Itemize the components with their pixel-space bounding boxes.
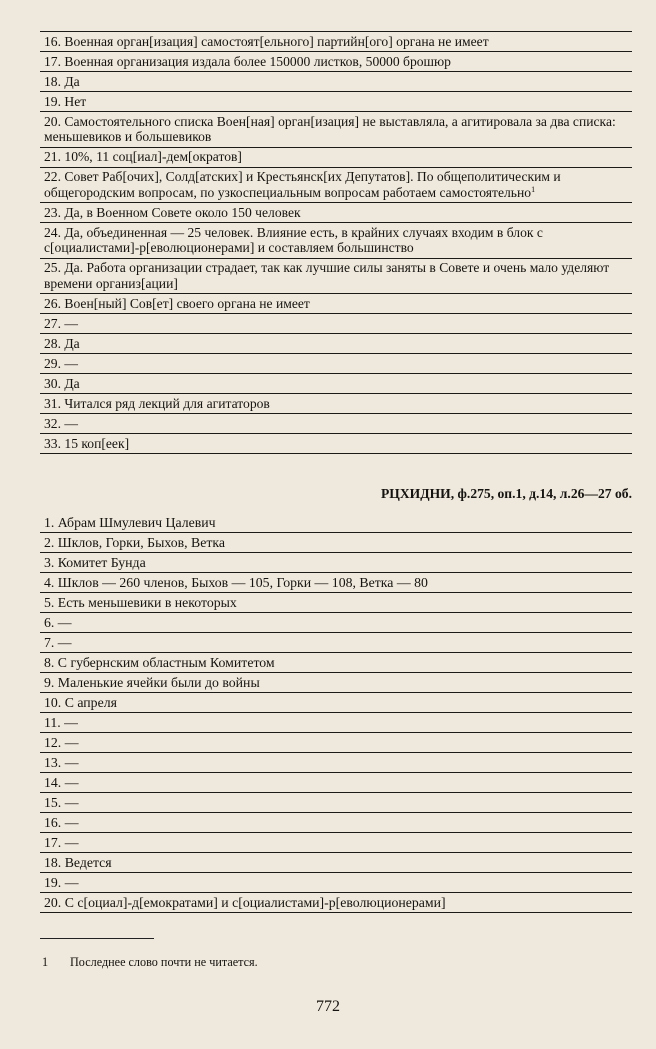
answer-row: 11. — [40, 713, 632, 733]
answer-row: 10. С апреля [40, 693, 632, 713]
archive-source-reference: РЦХИДНИ, ф.275, оп.1, д.14, л.26—27 об. [380, 486, 632, 501]
answer-row: 32. — [40, 414, 632, 434]
answer-row: 4. Шклов — 260 членов, Быхов — 105, Горки — 108, Ветка — 80 [40, 573, 632, 593]
answer-row: 8. С губернским областным Комитетом [40, 653, 632, 673]
questionnaire-answers-1 [40, 31, 632, 454]
answer-row: 16. — [40, 813, 632, 833]
answer-row: 20. Самостоятельного списка Воен[ная] орган[изация] не выставляла, а агитировала за два списка: меньшевиков и большевиков [40, 112, 632, 148]
answer-row: 19. Нет [40, 92, 632, 112]
footnote-mark: 1 [531, 184, 536, 194]
answer-row: 33. 15 коп[еек] [40, 434, 632, 454]
answer-row: 5. Есть меньшевики в некоторых [40, 593, 632, 613]
answer-row: 24. Да, объединенная — 25 человек. Влияние есть, в крайних случаях входим в блок с с[оциалистами]-р[еволюционерами] и составляем большинство [40, 223, 632, 259]
answer-row: 27. — [40, 314, 632, 334]
answer-row: 13. — [40, 753, 632, 773]
answer-row: 31. Читался ряд лекций для агитаторов [40, 394, 632, 414]
answer-row: 15. — [40, 793, 632, 813]
answer-row: 9. Маленькие ячейки были до войны [40, 673, 632, 693]
answer-row: 23. Да, в Военном Совете около 150 человек [40, 203, 632, 223]
answer-row: 18. Да [40, 72, 632, 92]
answer-row: 17. Военная организация издала более 150000 листков, 50000 брошюр [40, 52, 632, 72]
answer-row: 28. Да [40, 334, 632, 354]
footnote-divider [40, 938, 154, 939]
footnote [40, 955, 258, 970]
answer-row: 3. Комитет Бунда [40, 553, 632, 573]
answer-row: 20. С с[оциал]-д[емократами] и с[оциалистами]-р[еволюционерами] [40, 893, 632, 913]
footnote-text: Последнее слово почти не читается. [70, 955, 258, 969]
answer-row: 7. — [40, 633, 632, 653]
answer-row: 18. Ведется [40, 853, 632, 873]
answer-row: 16. Военная орган[изация] самостоят[ельного] партийн[ого] органа не имеет [40, 31, 632, 52]
answer-row: 30. Да [40, 374, 632, 394]
answer-row [40, 168, 632, 204]
answer-row: 12. — [40, 733, 632, 753]
answer-text: 22. Совет Раб[очих], Солд[атских] и Крестьянск[их Депутатов]. По общеполитическим и общегородским вопросам, по узкоспециальным вопросам работаем самостоятельно [44, 169, 561, 200]
answer-row: 26. Воен[ный] Сов[ет] своего органа не имеет [40, 294, 632, 314]
answer-row: 6. — [40, 613, 632, 633]
answer-row: 29. — [40, 354, 632, 374]
answer-row: 14. — [40, 773, 632, 793]
answer-row: 19. — [40, 873, 632, 893]
questionnaire-answers-2 [40, 513, 632, 913]
footnote-number: 1 [42, 955, 49, 969]
answer-row: 1. Абрам Шмулевич Цалевич [40, 513, 632, 533]
answer-row: 25. Да. Работа организации страдает, так как лучшие силы заняты в Совете и очень мало уделяют времени организ[ации] [40, 259, 632, 295]
answer-row: 2. Шклов, Горки, Быхов, Ветка [40, 533, 632, 553]
answer-row: 21. 10%, 11 соц[иал]-дем[ократов] [40, 148, 632, 168]
page-number: 772 [316, 998, 340, 1015]
answer-row: 17. — [40, 833, 632, 853]
